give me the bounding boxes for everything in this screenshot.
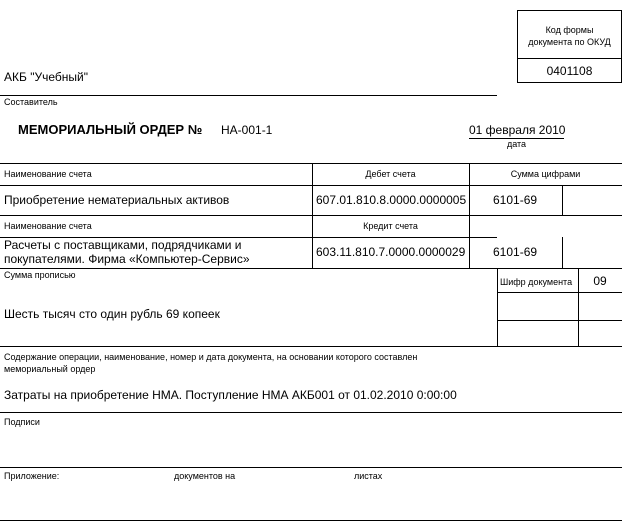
cipher-line	[497, 292, 622, 293]
table-top-line	[0, 163, 622, 164]
credit-account-name-header: Наименование счета	[4, 221, 92, 231]
bottom-line	[0, 520, 622, 521]
content-label: Содержание операции, наименование, номер и дата документа, на основании которого составлен мемориальный ордер	[4, 352, 418, 374]
amount-words-label: Сумма прописью	[4, 270, 76, 280]
bank-name: АКБ "Учебный"	[4, 70, 88, 84]
order-number: НА-001-1	[221, 123, 273, 137]
okud-code: 0401108	[546, 64, 593, 78]
table-vline	[562, 185, 563, 215]
order-date: 01 февраля 2010	[469, 123, 566, 137]
date-label: дата	[506, 139, 527, 149]
bank-underline	[0, 95, 497, 96]
debit-account-header: Дебет счета	[365, 169, 416, 179]
credit-account-header: Кредит счета	[363, 221, 418, 231]
cipher-vline	[497, 268, 498, 346]
table-line	[0, 215, 622, 216]
section-line	[0, 412, 622, 413]
debit-account-name: Приобретение нематериальных активов	[4, 193, 230, 207]
credit-amount: 6101-69	[493, 245, 538, 259]
amount-digits-header: Сумма цифрами	[510, 169, 581, 179]
signatures-label: Подписи	[4, 417, 40, 427]
compiler-label: Составитель	[4, 97, 58, 107]
cipher-line	[497, 320, 622, 321]
table-line	[0, 268, 622, 269]
order-title: МЕМОРИАЛЬНЫЙ ОРДЕР №	[18, 122, 203, 137]
table-line	[0, 185, 622, 186]
debit-account-name-header: Наименование счета	[4, 169, 92, 179]
table-vline	[562, 237, 563, 268]
amount-words: Шесть тысяч сто один рубль 69 копеек	[4, 307, 220, 321]
appendix-documents-label: документов на	[174, 471, 236, 481]
appendix-sheets-label: листах	[354, 471, 383, 481]
credit-account: 603.11.810.7.0000.0000029	[316, 245, 466, 259]
doc-cipher-label: Шифр документа	[500, 277, 573, 287]
doc-cipher: 09	[593, 274, 607, 288]
content-text: Затраты на приобретение НМА. Поступление НМА АКБ001 от 01.02.2010 0:00:00	[4, 388, 457, 402]
appendix-label: Приложение:	[4, 471, 60, 481]
section-line	[0, 346, 622, 347]
debit-account: 607.01.810.8.0000.0000005	[316, 193, 467, 207]
section-line	[0, 467, 622, 468]
okud-label: Код формы документа по ОКУД	[528, 25, 611, 47]
debit-amount: 6101-69	[493, 193, 538, 207]
okud-divider	[517, 58, 622, 59]
credit-account-name: Расчеты с поставщиками, подрядчиками и покупателями. Фирма «Компьютер-Сервис»	[4, 238, 250, 266]
